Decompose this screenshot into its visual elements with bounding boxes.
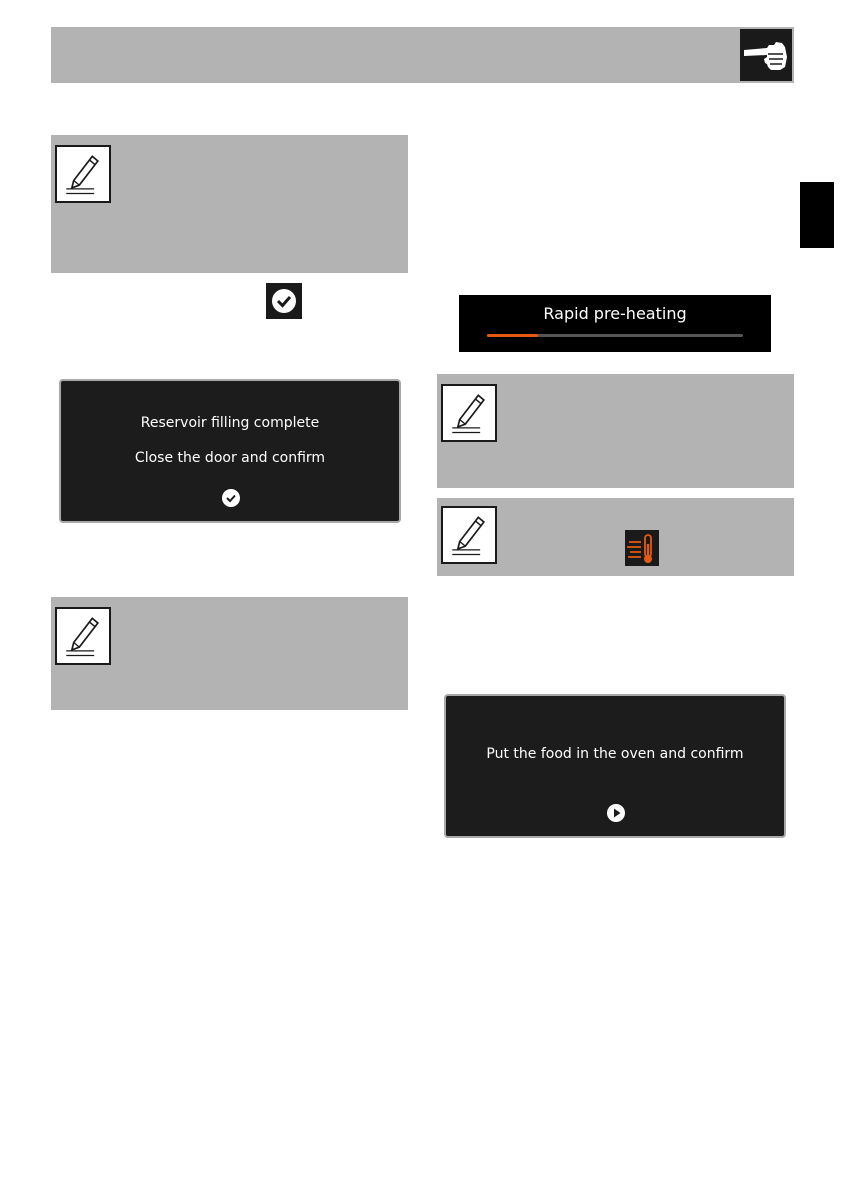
note-box [437, 498, 794, 576]
confirm-button[interactable] [221, 488, 241, 508]
checkmark-circle-icon [266, 283, 302, 319]
preheat-progress-fill [487, 334, 538, 337]
pencil-note-icon [441, 384, 497, 442]
note-box [51, 597, 408, 710]
page-header-bar [51, 27, 794, 83]
reservoir-screen [59, 379, 401, 523]
chapter-tab [800, 182, 834, 248]
reservoir-line-2: Close the door and confirm [134, 450, 326, 466]
note-box [51, 135, 408, 273]
start-play-button[interactable] [606, 803, 626, 823]
note-box [437, 374, 794, 488]
food-screen-line: Put the food in the oven and confirm [486, 746, 744, 762]
food-screen [444, 694, 786, 838]
reservoir-line-1: Reservoir filling complete [140, 415, 320, 431]
pencil-note-icon [441, 506, 497, 564]
preheat-label: Rapid pre-heating [543, 304, 687, 323]
pencil-note-icon [55, 607, 111, 665]
preheat-progress-track [487, 334, 743, 337]
pointing-hand-icon [740, 29, 792, 81]
thermometer-rapid-heat-icon [625, 530, 659, 566]
pencil-note-icon [55, 145, 111, 203]
rapid-preheat-display [459, 295, 771, 352]
